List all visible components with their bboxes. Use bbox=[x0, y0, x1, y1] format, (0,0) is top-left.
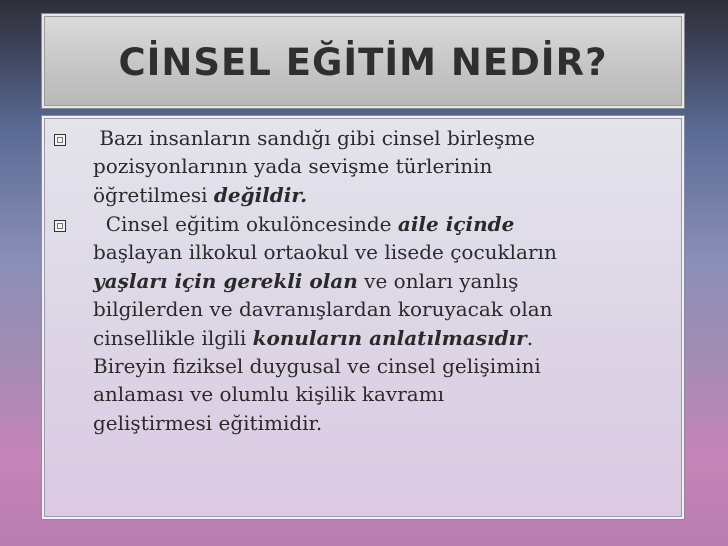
text-line bbox=[93, 124, 678, 152]
text-run: başlayan ilkokul ortaokul ve lisede çocukların bbox=[93, 240, 557, 265]
text-run: geliştirmesi eğitimidir. bbox=[93, 410, 323, 435]
text-run: anlaması ve olumlu kişilik kavramı bbox=[93, 382, 445, 407]
square-bullet-icon bbox=[54, 134, 66, 146]
bullet-text-1 bbox=[93, 124, 678, 209]
text-run: Bireyin fiziksel duygusal ve cinsel gelişimini bbox=[93, 354, 541, 379]
text-line bbox=[93, 152, 678, 180]
text-run: Bazı insanların sandığı gibi cinsel birleşme bbox=[93, 126, 536, 150]
slide-title: CİNSEL EĞİTİM NEDİR? bbox=[118, 41, 608, 84]
text-line bbox=[93, 210, 678, 238]
text-line bbox=[93, 352, 678, 380]
emphasized-text: yaşları için gerekli olan bbox=[93, 268, 358, 293]
text-line bbox=[93, 380, 678, 408]
text-line bbox=[93, 267, 678, 295]
emphasized-text: aile içinde bbox=[397, 212, 515, 236]
text-run: bilgilerden ve davranışlardan koruyacak olan bbox=[93, 297, 553, 322]
text-run: cinsellikle ilgili bbox=[93, 325, 253, 350]
text-run: ve onları yanlış bbox=[357, 268, 519, 293]
bullet-text-2 bbox=[93, 210, 678, 437]
text-line bbox=[93, 295, 678, 323]
text-line bbox=[93, 409, 678, 437]
text-run: pozisyonlarının yada sevişme türlerinin bbox=[93, 154, 493, 179]
square-bullet-icon bbox=[54, 220, 66, 232]
text-run: . bbox=[526, 325, 534, 350]
text-run: öğretilmesi bbox=[93, 182, 214, 207]
text-line bbox=[93, 238, 678, 266]
slide-body bbox=[41, 115, 685, 520]
text-run: Cinsel eğitim okulöncesinde bbox=[93, 212, 398, 236]
text-line bbox=[93, 324, 678, 352]
text-line bbox=[93, 181, 678, 209]
emphasized-text: konuların anlatılmasıdır bbox=[252, 325, 527, 350]
slide-title-box bbox=[41, 13, 685, 109]
emphasized-text: değildir. bbox=[213, 182, 308, 207]
